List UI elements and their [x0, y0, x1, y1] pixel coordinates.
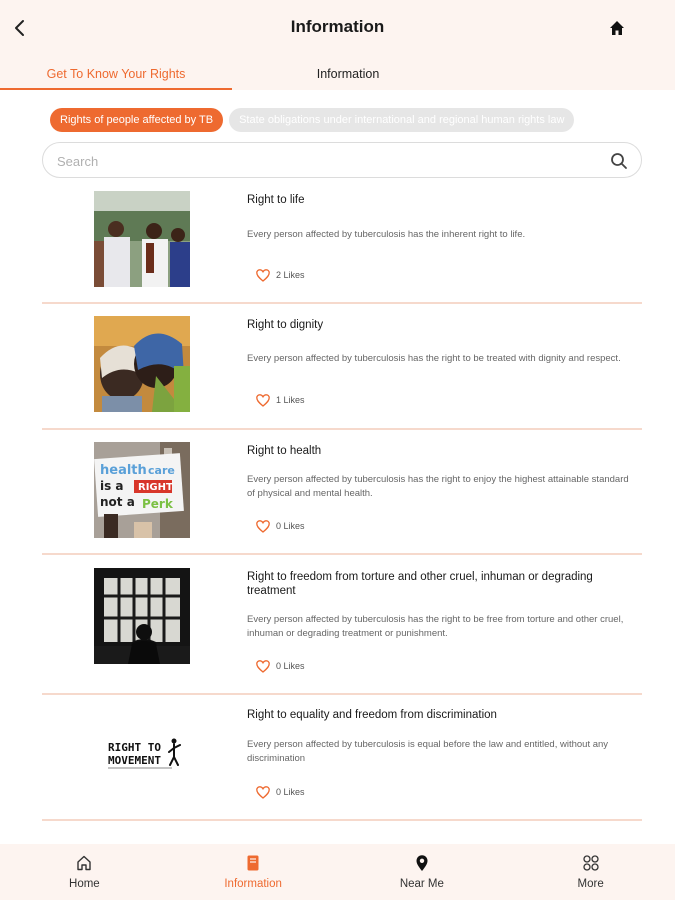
svg-text:Perk: Perk	[142, 497, 173, 511]
rights-list	[42, 178, 642, 821]
book-icon	[244, 854, 262, 872]
like-button[interactable]	[256, 658, 305, 674]
bottom-navigation	[0, 844, 675, 900]
logo-line-1: RIGHT TO	[108, 741, 161, 754]
search-input[interactable]	[57, 151, 597, 171]
item-description: Every person affected by tuberculosis has the right to be free from torture and other cruel, inhuman or degrading treatment or punishment.	[247, 614, 624, 639]
nav-information-label: Information	[224, 878, 282, 890]
like-button[interactable]	[256, 267, 305, 283]
like-button[interactable]	[256, 518, 305, 534]
likes-count: 0 Likes	[276, 661, 305, 671]
item-title: Right to freedom from torture and other cruel, inhuman or degrading treatment	[247, 571, 593, 597]
item-description: Every person affected by tuberculosis has the inherent right to life.	[247, 229, 526, 240]
search-bar	[42, 142, 642, 178]
search-icon[interactable]	[609, 151, 629, 171]
nav-near-me-label: Near Me	[399, 878, 444, 890]
svg-text:RIGHT: RIGHT	[138, 482, 173, 493]
item-description: Every person affected by tuberculosis has the right to be treated with dignity and respect.	[247, 353, 621, 364]
list-item[interactable]	[42, 695, 642, 821]
nav-home[interactable]	[0, 844, 169, 900]
item-description: Every person affected by tuberculosis has the right to enjoy the highest attainable standard of physical and mental health.	[247, 474, 629, 499]
svg-text:health: health	[100, 463, 147, 478]
chip-rights-of-people-affected[interactable]: Rights of people affected by TB	[50, 108, 223, 132]
grid-icon	[582, 854, 600, 872]
likes-count: 0 Likes	[276, 521, 305, 531]
healthcare-sign-photo	[94, 442, 190, 538]
nav-more-label: More	[577, 878, 604, 890]
list-item[interactable]	[42, 304, 642, 430]
nav-near-me[interactable]	[338, 844, 507, 900]
item-description: Every person affected by tuberculosis is equal before the law and entitled, without any discrimination	[247, 739, 609, 764]
list-item[interactable]	[42, 555, 642, 695]
prison-window-photo	[94, 568, 190, 664]
item-title: Right to health	[247, 445, 322, 457]
heart-icon	[256, 520, 270, 533]
app-header	[0, 0, 675, 90]
list-item[interactable]	[42, 430, 642, 555]
svg-text:care: care	[148, 464, 175, 477]
heart-icon	[256, 660, 270, 673]
item-title: Right to dignity	[247, 319, 324, 331]
right-to-movement-logo	[94, 707, 190, 803]
back-button[interactable]	[8, 16, 32, 40]
likes-count: 1 Likes	[276, 395, 305, 405]
tab-get-to-know-your-rights[interactable]: Get To Know Your Rights	[0, 56, 232, 90]
list-item[interactable]	[42, 178, 642, 304]
home-icon	[609, 20, 625, 36]
logo-line-2: MOVEMENT	[108, 754, 161, 767]
women-headscarf-photo	[94, 316, 190, 412]
top-bar	[0, 0, 675, 56]
heart-icon	[256, 394, 270, 407]
chevron-left-icon	[13, 19, 27, 37]
nav-home-label: Home	[69, 878, 100, 890]
crowd-photo	[94, 191, 190, 287]
like-button[interactable]	[256, 784, 305, 800]
home-icon	[75, 854, 93, 872]
likes-count: 2 Likes	[276, 270, 305, 280]
heart-icon	[256, 269, 270, 282]
like-button[interactable]	[256, 392, 305, 408]
heart-icon	[256, 786, 270, 799]
home-button[interactable]	[607, 18, 627, 38]
page-title: Information	[290, 17, 385, 36]
nav-more[interactable]	[506, 844, 675, 900]
item-title: Right to life	[247, 194, 305, 206]
svg-text:not a: not a	[100, 495, 135, 509]
nav-information[interactable]	[169, 844, 338, 900]
likes-count: 0 Likes	[276, 787, 305, 797]
chip-state-obligations[interactable]: State obligations under international and regional human rights law	[229, 108, 574, 132]
tab-bar	[0, 56, 675, 90]
item-title: Right to equality and freedom from discrimination	[247, 709, 497, 721]
location-pin-icon	[413, 854, 431, 872]
category-chips	[50, 108, 650, 132]
tab-information[interactable]: Information	[316, 67, 380, 81]
svg-text:is a: is a	[100, 479, 124, 493]
